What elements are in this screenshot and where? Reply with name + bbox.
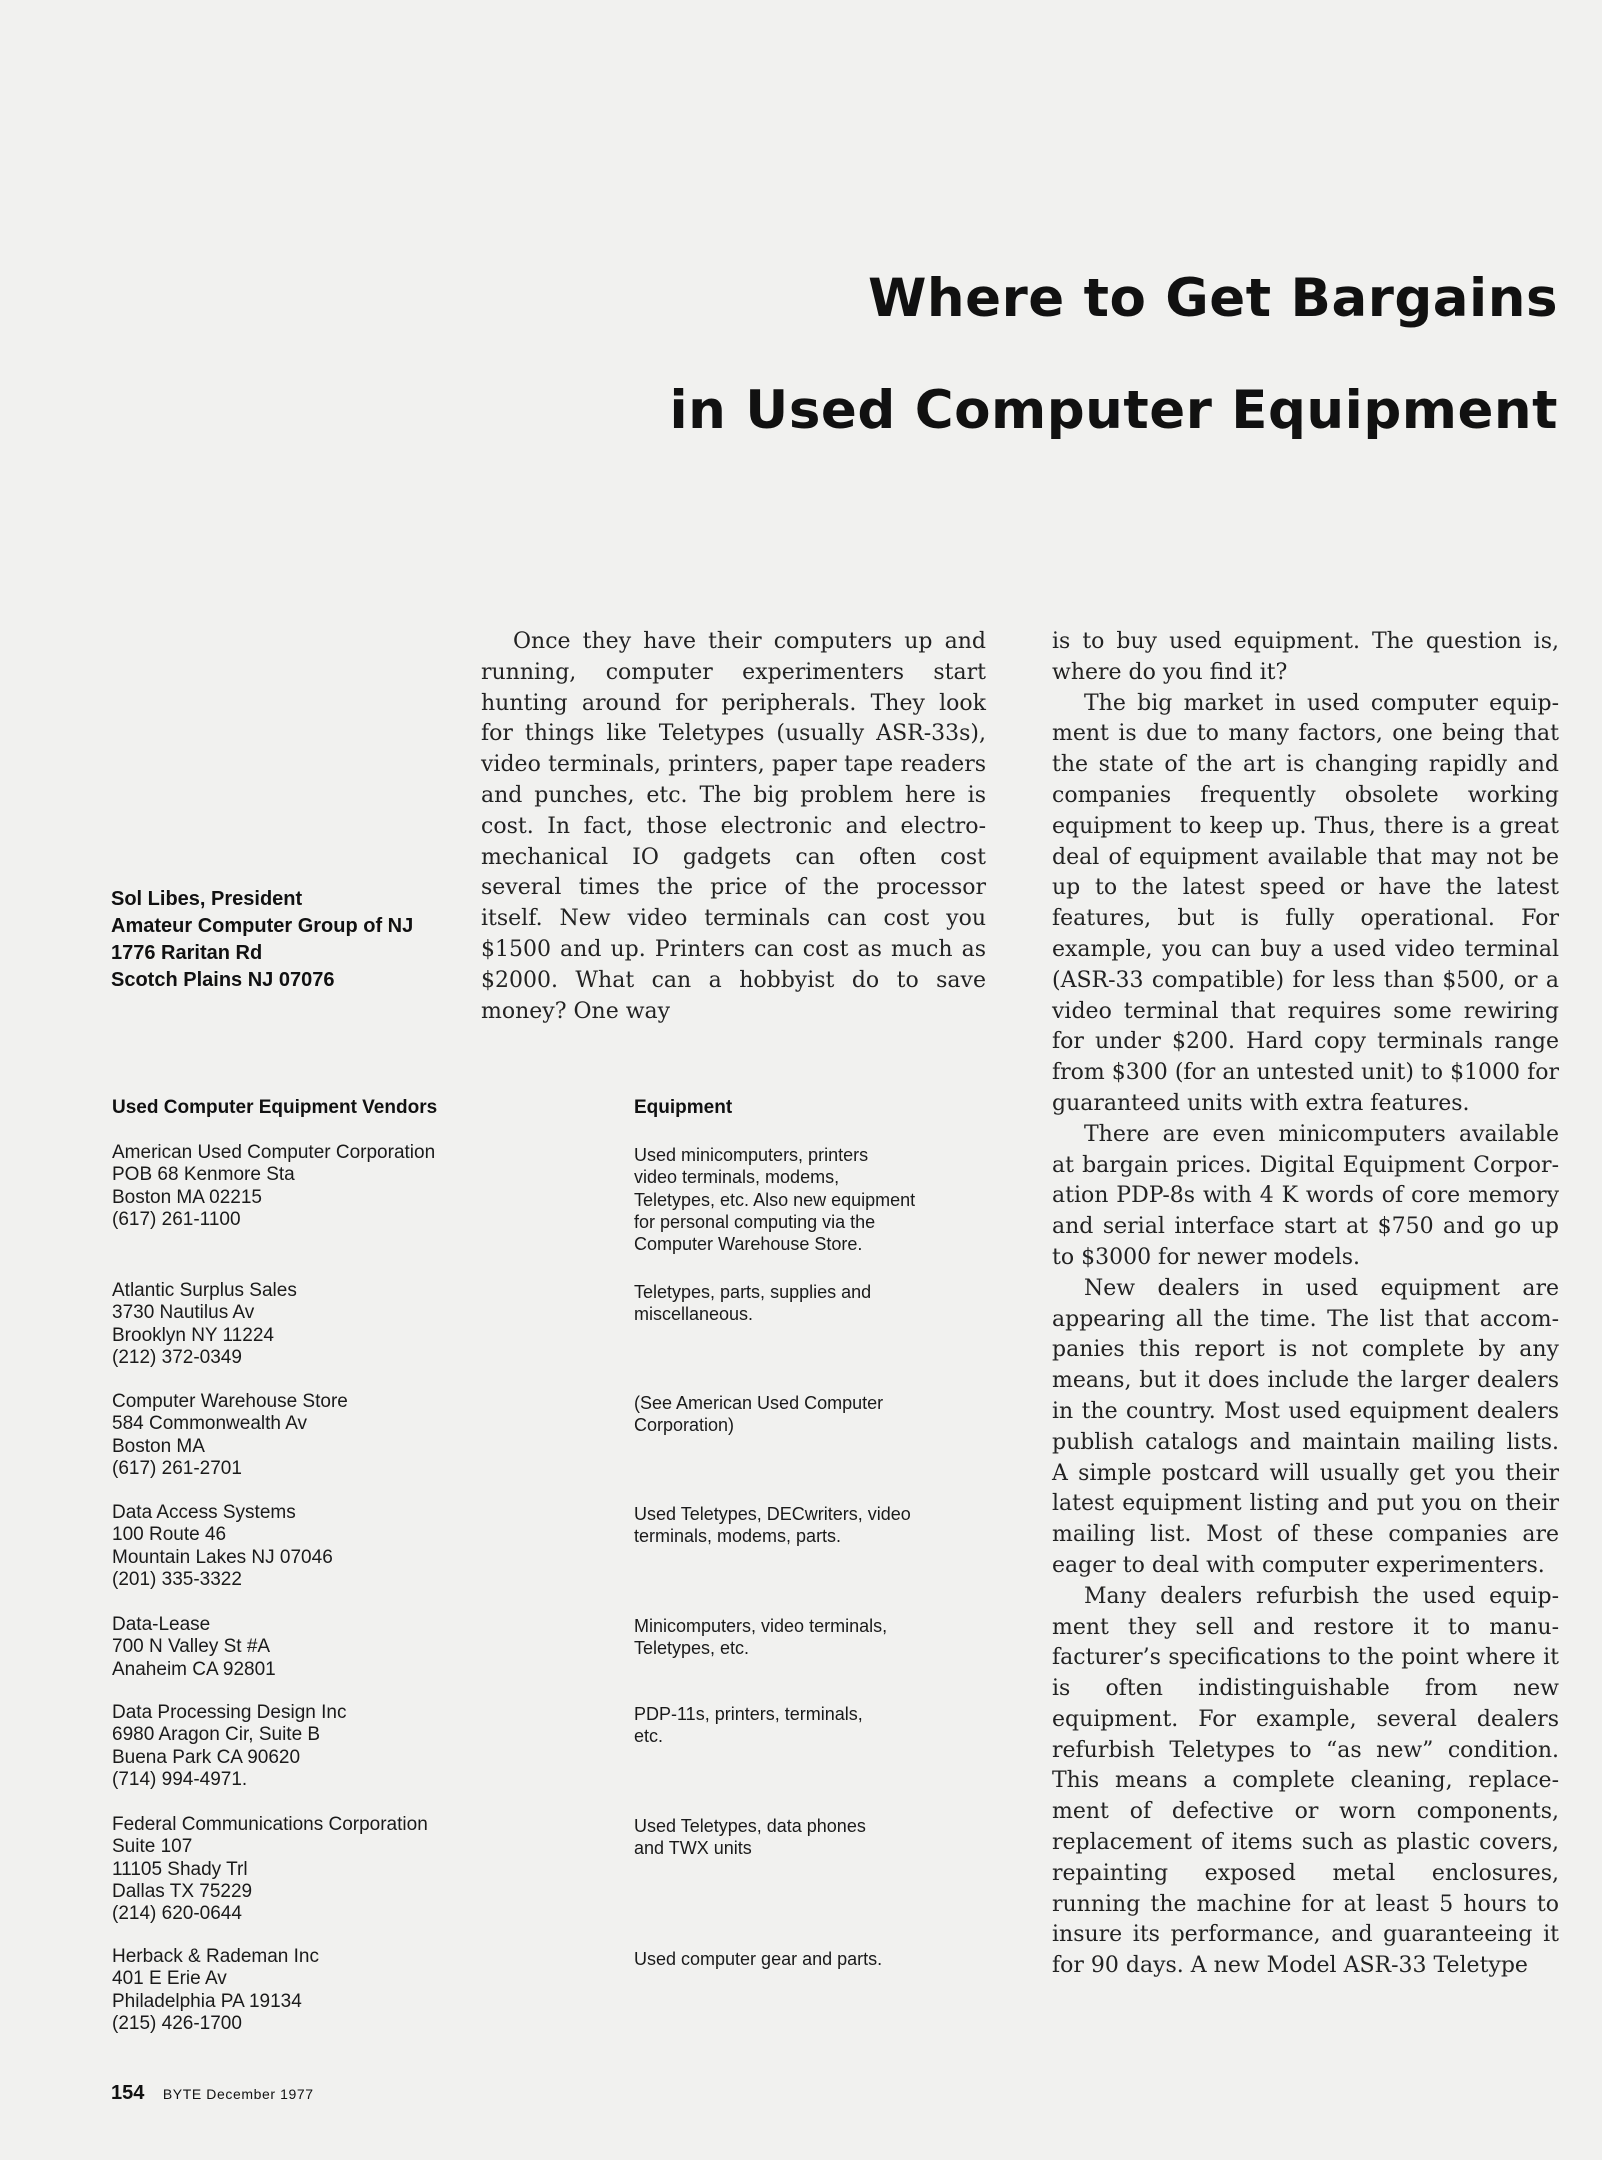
equipment-entry <box>634 1815 1014 1860</box>
vendor-line: Mountain Lakes NJ 07046 <box>112 1546 333 1568</box>
vendor-line: (617) 261-1100 <box>112 1208 241 1230</box>
equipment-entry <box>634 1703 1014 1748</box>
vendor-line: Herback & Rademan Inc <box>112 1946 319 1967</box>
author-city: Scotch Plains NJ 07076 <box>111 969 335 991</box>
equipment-line: Teletypes, etc. Also new equipment <box>634 1189 916 1210</box>
body-paragraph-continued: is to buy used equipment. The question is, where do you find it? <box>1052 629 1559 685</box>
vendor-line: American Used Computer Corporation <box>112 1142 436 1163</box>
page-footer <box>111 2082 314 2105</box>
equipment-entry <box>634 1281 1014 1326</box>
equipment-line: miscellaneous. <box>634 1304 754 1325</box>
vendor-line: Suite 107 <box>112 1836 193 1858</box>
vendor-line: Computer Warehouse Store <box>112 1391 348 1412</box>
body-column-middle <box>481 627 986 1027</box>
vendor-line: 100 Route 46 <box>112 1524 227 1546</box>
vendor-line: Dallas TX 75229 <box>112 1880 253 1902</box>
vendor-line: 3730 Nautilus Av <box>112 1302 255 1324</box>
equipment-line: etc. <box>634 1726 664 1747</box>
vendor-line: Brooklyn NY 11224 <box>112 1324 274 1346</box>
equipment-line: video terminals, modems, <box>634 1167 840 1188</box>
vendor-entry <box>112 1502 542 1591</box>
vendor-line: 700 N Valley St #A <box>112 1636 271 1658</box>
vendor-line: Data Processing Design Inc <box>112 1702 347 1723</box>
vendor-line: Federal Communications Corporation <box>112 1814 428 1835</box>
vendor-line: 584 Commonwealth Av <box>112 1413 308 1435</box>
author-street: 1776 Raritan Rd <box>111 942 263 964</box>
vendor-line: Buena Park CA 90620 <box>112 1746 301 1768</box>
body-paragraph: There are even minicomputers available at bargain prices. Digital Equipment Corporation PDP-8s with 4 K words of core memory and serial interface start at $750 and go up to $3000 for newer models. <box>1052 1121 1559 1270</box>
equipment-entry <box>634 1948 1014 1970</box>
vendor-line: Data-Lease <box>112 1614 211 1635</box>
equipment-line: for personal computing via the <box>634 1211 876 1232</box>
author-organization: Amateur Computer Group of NJ <box>111 915 414 937</box>
equipment-table-header: Equipment <box>634 1097 733 1118</box>
vendor-line: (214) 620-0644 <box>112 1903 242 1925</box>
vendor-line: (201) 335-3322 <box>112 1568 242 1590</box>
vendor-line: (714) 994-4971. <box>112 1768 248 1790</box>
vendor-entry <box>112 1142 542 1231</box>
vendor-line: 11105 Shady Trl <box>112 1858 248 1880</box>
vendor-line: (212) 372-0349 <box>112 1346 242 1368</box>
vendor-line: 6980 Aragon Cir, Suite B <box>112 1724 321 1746</box>
vendor-line: Philadelphia PA 19134 <box>112 1990 302 2012</box>
equipment-line: terminals, modems, parts. <box>634 1526 842 1547</box>
vendor-entry <box>112 1814 542 1925</box>
equipment-line: Corporation) <box>634 1415 735 1436</box>
author-name: Sol Libes, President <box>111 888 303 910</box>
equipment-entry <box>634 1615 1014 1660</box>
body-paragraph: The big market in used computer equipment is due to many factors, one being that the state of the art is changing rapidly and companies frequently obsolete working equipment to keep up. Thus, there is a great deal of equipment available that may not be up to the latest speed or have the latest features, but is fully operational. For example, you can buy a used video terminal (ASR-33 compatible) for less than $500, or a video terminal that requires some rewiring for under $200. Hard copy terminals range from $300 (for an untested unit) to $1000 for guaranteed units with extra features. <box>1052 690 1559 1116</box>
equipment-line: (See American Used Computer <box>634 1393 884 1413</box>
equipment-line: Used computer gear and parts. <box>634 1949 883 1969</box>
author-block <box>111 886 413 994</box>
vendor-line: Atlantic Surplus Sales <box>112 1280 297 1301</box>
equipment-line: PDP-11s, printers, terminals, <box>634 1704 863 1724</box>
equipment-line: Computer Warehouse Store. <box>634 1234 863 1255</box>
equipment-entry <box>634 1144 1014 1255</box>
body-paragraph: Many dealers refurbish the used equipment they sell and restore it to manufacturer’s specifications to the point where it is often indistinguishable from new equipment. For example, several dealers refurbish Teletypes to “as new” condition. This means a complete cleaning, replacement of defective or worn components, replacement of items such as plastic covers, repainting exposed metal enclosures, running the machine for at least 5 hours to insure its performance, and guaranteeing it for 90 days. A new Model ASR-33 Teletype <box>1052 1583 1559 1979</box>
page-number: 154 <box>111 2082 145 2104</box>
equipment-line: Used Teletypes, DECwriters, video <box>634 1504 911 1524</box>
vendor-entry <box>112 1280 542 1369</box>
equipment-line: and TWX units <box>634 1838 752 1859</box>
vendor-line: (215) 426-1700 <box>112 2012 242 2034</box>
vendor-line: Anaheim CA 92801 <box>112 1658 276 1680</box>
vendor-entry <box>112 1391 542 1480</box>
body-column-right <box>1052 627 1559 1982</box>
vendor-line: 401 E Erie Av <box>112 1968 227 1990</box>
vendor-entry <box>112 1702 542 1791</box>
equipment-line: Used Teletypes, data phones <box>634 1816 866 1836</box>
vendor-entry <box>112 1946 542 2035</box>
vendor-line: Boston MA <box>112 1435 205 1457</box>
equipment-line: Used minicomputers, printers <box>634 1145 869 1165</box>
equipment-line: Teletypes, etc. <box>634 1638 750 1659</box>
vendor-entry <box>112 1614 542 1681</box>
body-paragraph: Once they have their computers up and running, computer experimenters start hunting around for peripherals. They look for things like Teletypes (usually ASR-33s), video terminals, printers, paper tape readers and punches, etc. The big problem here is cost. In fact, those electronic and electromechanical IO gadgets can often cost several times the price of the processor itself. New video terminals can cost you $1500 and up. Printers can cost as much as $2000. What can a hobbyist do to save money? One way <box>481 629 986 1024</box>
vendor-line: Boston MA 02215 <box>112 1186 262 1208</box>
body-paragraph: New dealers in used equipment are appearing all the time. The list that accompanies this report is not complete by any means, but it does include the larger dealers in the country. Most used equipment dealers publish catalogs and maintain mailing lists. A simple postcard will usually get you their latest equipment listing and put you on their mailing list. Most of these companies are eager to deal with computer experimenters. <box>1052 1275 1559 1578</box>
article-title-line-2: in Used Computer Equipment <box>669 380 1558 441</box>
equipment-line: Teletypes, parts, supplies and <box>634 1282 872 1302</box>
vendors-table-header: Used Computer Equipment Vendors <box>112 1097 438 1118</box>
equipment-line: Minicomputers, video terminals, <box>634 1616 888 1636</box>
vendor-line: (617) 261-2701 <box>112 1457 242 1479</box>
equipment-entry <box>634 1503 1014 1548</box>
article-title-line-1: Where to Get Bargains <box>867 268 1558 329</box>
equipment-entry <box>634 1392 1014 1437</box>
publication-line: BYTE December 1977 <box>162 2086 314 2102</box>
vendor-line: POB 68 Kenmore Sta <box>112 1164 295 1186</box>
vendor-line: Data Access Systems <box>112 1502 296 1523</box>
